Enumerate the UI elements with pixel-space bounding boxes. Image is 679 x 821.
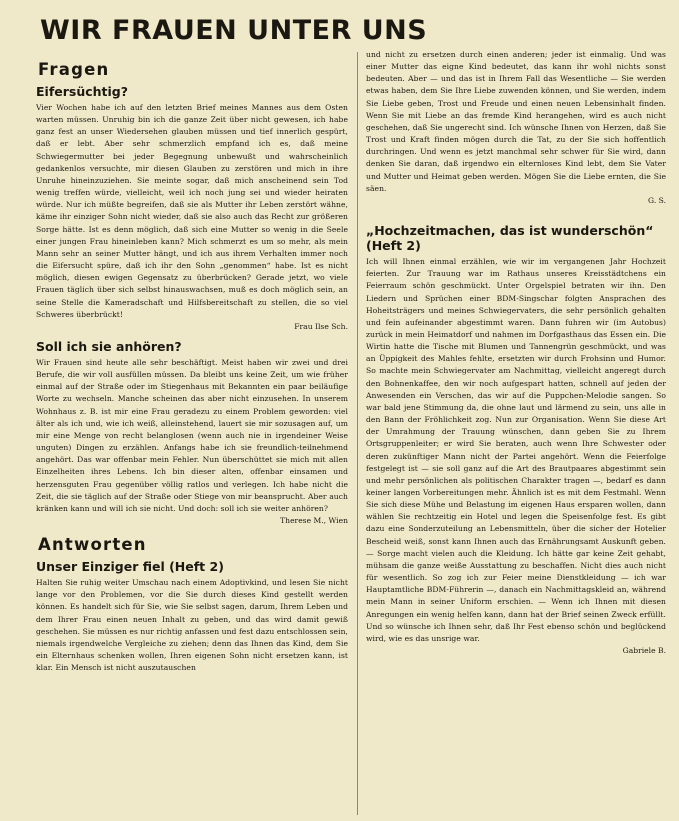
article-signature: G. S.	[648, 195, 666, 205]
article-title: Eifersüchtig?	[36, 84, 129, 99]
spacer	[366, 213, 666, 219]
article-eifersuechtig	[36, 84, 348, 333]
section-heading-antworten: Antworten	[38, 535, 147, 555]
article-title: Soll ich sie anhören?	[36, 338, 182, 354]
article-unser-einziger-fiel	[36, 559, 348, 674]
right-column	[366, 49, 666, 821]
article-title: Unser Einziger fiel (Heft 2)	[36, 559, 224, 575]
article-soll-ich-sie-anhoeren	[36, 339, 348, 527]
article-signature: Gabriele B.	[622, 646, 666, 656]
article-body: Ich will Ihnen einmal erzählen, wie wir im vergangenen Jahr Hochzeit feierten. Zur Trauung war im Rathaus unseres Kreisstädtchens ein Feierraum schön geschmückt. Unter Orgelspiel betraten wir ihn. Den Liedern und Sprüchen einer BDM-Singschar folgten Ansprachen des Hoheitsträgers und meines Schwiegervaters, die sehr persönlich gehalten und fein aufeinander abgestimmt waren. Dann fuhren wir (im Autobus) zurück in mein Heimatdorf und nahmen im Dorfgasthaus das Essen ein. Die Wirtin hatte die Tische mit Blumen und Tannengrün geschmückt, und was an Üppigkeit des Mahles fehlte, ersetzten wir durch Frohsinn und Humor. So machte mein Schwiegervater am Nachmittag, vielleicht angeregt durch den Bohnenkaffee, den wir noch aufgespart hatten, schnell auf jeden der Anwesenden ein Verschen, das wir auf die Puppchen-Melodie sangen. So war bald jene Stimmung da, die ohne laut und lärmend zu sein, uns alle in den Bann der Fröhlichkeit zog. Nun zur Organisation. Wenn Sie diese Art der Umrahmung der Trauung wünschen, dann geben Sie zu Ihrem Ortsgruppenleiter; er wird Sie beraten, auch wenn Ihre Schwester oder deren zukünftiger Mann nicht der Partei angehört. Wenn die Feierfolge festgelegt ist — sie soll ganz auf die Art des Brautpaares abgestimmt sein und mehr persönlichen als politischen Charakter tragen —, bedarf es dann keiner langen Vorbereitungen mehr. Ähnlich ist es mit dem Festmahl. Wenn Sie sich diese Mühe und Belastung im eigenen Haus ersparen wollen, dann wählen Sie rechtzeitig ein Hotel und legen die Speisenfolge fest. Es gibt dazu eine Sonderzuteilung an Lebensmitteln, über die sicher der Hotelier Bescheid weiß, sonst kann Ihnen auch das Ernährungsamt Auskunft geben. — Sorge macht vielen auch die Kleidung. Ich hätte gar keine Zeit gehabt, mühsam die ganze weiße Ausstattung zu beschaffen. Nicht dies auch nicht für wesentlich. So zog ich zur Feier meine Dienstkleidung — ich war Hauptamtliche BDM-Führerin —, danach ein Nachmittagskleid an, während mein Mann in seiner Uniform erschien. — Wenn ich Ihnen mit diesen Anregungen ein wenig helfen kann, dann hat der Brief seinen Zweck erfüllt. Und so wünsche ich Ihnen sehr, daß Ihr Fest ebenso schön und beglückend wird, wie es das unsrige war.	[366, 257, 666, 643]
page-masthead: WIR FRAUEN UNTER UNS	[40, 15, 428, 46]
section-heading-fragen: Fragen	[38, 60, 110, 79]
column-divider	[357, 52, 358, 815]
article-body: Wir Frauen sind heute alle sehr beschäftigt. Meist haben wir zwei und drei Berufe, die wir voll ausfüllen müssen. Da bleibt uns keine Zeit, um wie früher einmal auf der Straße oder im Stiegenhaus mit Bekannten ein paar beiläufige Worte zu wechseln. Manche scheinen das aber nicht einzusehen. In unserem Wohnhaus z. B. ist mir eine Frau geradezu zu einem Problem geworden: viel älter als ich und, wie ich weiß, alleinstehend, lauert sie mir sozusagen auf, um mir eine Menge von recht belanglosen (wenn auch nie in irgendeiner Weise unguten) Dingen zu erzählen. Anfangs habe ich sie freundlich-teilnehmend angehört. Das war offenbar mein Fehler. Nun überschüttet sie mich mit allen Einzelheiten ihres Lebens. Ich bin dieser alten, offenbar einsamen und herzensguten Frau gegenüber völlig ratlos und verlegen. Ich habe nicht die Zeit, die sie täglich auf der Straße oder Stiege von mir beansprucht. Aber auch kränken kann und will ich sie nicht. Und doch: soll ich sie weiter anhören?	[36, 357, 348, 513]
article-signature: Therese M., Wien	[280, 516, 348, 525]
article-unser-einziger-fiel-continued	[366, 49, 666, 207]
article-title: „Hochzeitmachen, das ist wunderschön“ (Heft 2)	[366, 223, 654, 254]
article-body: Halten Sie ruhig weiter Umschau nach einem Adoptivkind, und lesen Sie nicht lange vor den Problemen, vor die Sie durch dieses Kind gestellt werden können. Es handelt sich für Sie, wie Sie selbst sagen, darum, Ihrem Leben und dem Ihrer Frau einen neuen Inhalt zu geben, und das wird damit gewiß geschehen. Sie müssen es nur richtig anfassen und fest dazu entschlossen sein, niemals irgendwelche Vergleiche zu ziehen; denn das Ihnen das Kind, dem Sie ein Elternhaus schenken wollen, Ihren eigenen Sohn nicht ersetzen kann, ist klar. Ein Mensch ist nicht auszutauschen	[36, 578, 348, 673]
article-body: Vier Wochen habe ich auf den letzten Brief meines Mannes aus dem Osten warten müssen. Unruhig bin ich die ganze Zeit über nicht gewesen, ich habe ganz fest an unser Wiedersehen glauben müssen und tief innerlich gespürt, daß er lebt. Aber sehr schmerzlich empfand ich es, daß meine Schwiegermutter bei jeder Begegnung unbewußt und wahrscheinlich gedankenlos versuchte, mir diesen Glauben zu zerstören und mich in ihre Unruhe hineinzuziehen. Sie meinte sogar, daß mich anscheinend sein Tod wenig treffen würde, vielleicht, weil ich noch jung sei und wieder heiraten würde. Nur ich müßte begreifen, daß sie als Mutter ihr Leben zerstört wähne, käme ihr einziger Sohn nicht wieder, daß sie also auch das Recht zur größeren Sorge hätte. Ist es denn möglich, daß sich eine Mutter so wenig in die Seele einer jungen Frau hineinleben kann? Mich schmerzt es um so mehr, als mein Mann sehr an seiner Mutter hängt, und ich aus ihrem Verhalten immer noch die Eifersucht spüre, daß ich ihr den Sohn „genommen“ habe. Ist es nicht möglich, diesen ewigen Gegensatz zu überbrücken? Gerade jetzt, wo viele Frauen täglich über sich selbst hinauswachsen, muß es doch möglich sein, an seine Stelle die Kameradschaft und Hilfsbereitschaft zu stellen, die so viel Schweres überbrückt!	[36, 103, 348, 319]
article-signature: Frau Ilse Sch.	[294, 321, 348, 331]
article-hochzeitmachen	[366, 223, 666, 657]
left-column	[36, 52, 348, 821]
article-body: und nicht zu ersetzen durch einen anderen; jeder ist einmalig. Und was einer Mutter das eigne Kind bedeutet, das kann ihr wohl nichts sonst bedeuten. Aber — und das ist in Ihrem Fall das Wesentliche — Sie werden etwas haben, dem Sie Ihre Liebe zuwenden können, und Sie werden, indem Sie Liebe geben, Trost und Freude und einen neuen Lebensinhalt finden. Wenn Sie mit Liebe an das fremde Kind herangehen, wird es auch nicht geschehen, daß Sie ungerecht sind. Ich wünsche Ihnen von Herzen, daß Sie Trost und Kraft finden mögen durch die Tat, zu der Sie sich hoffentlich durchringen. Und wenn es jetzt manchmal sehr schwer für Sie wird, dann denken Sie daran, daß irgendwo ein elternloses Kind lebt, dem Sie Vater und Mutter und Heimat geben werden. Mögen Sie die Liebe ernten, die Sie säen.	[366, 50, 666, 193]
